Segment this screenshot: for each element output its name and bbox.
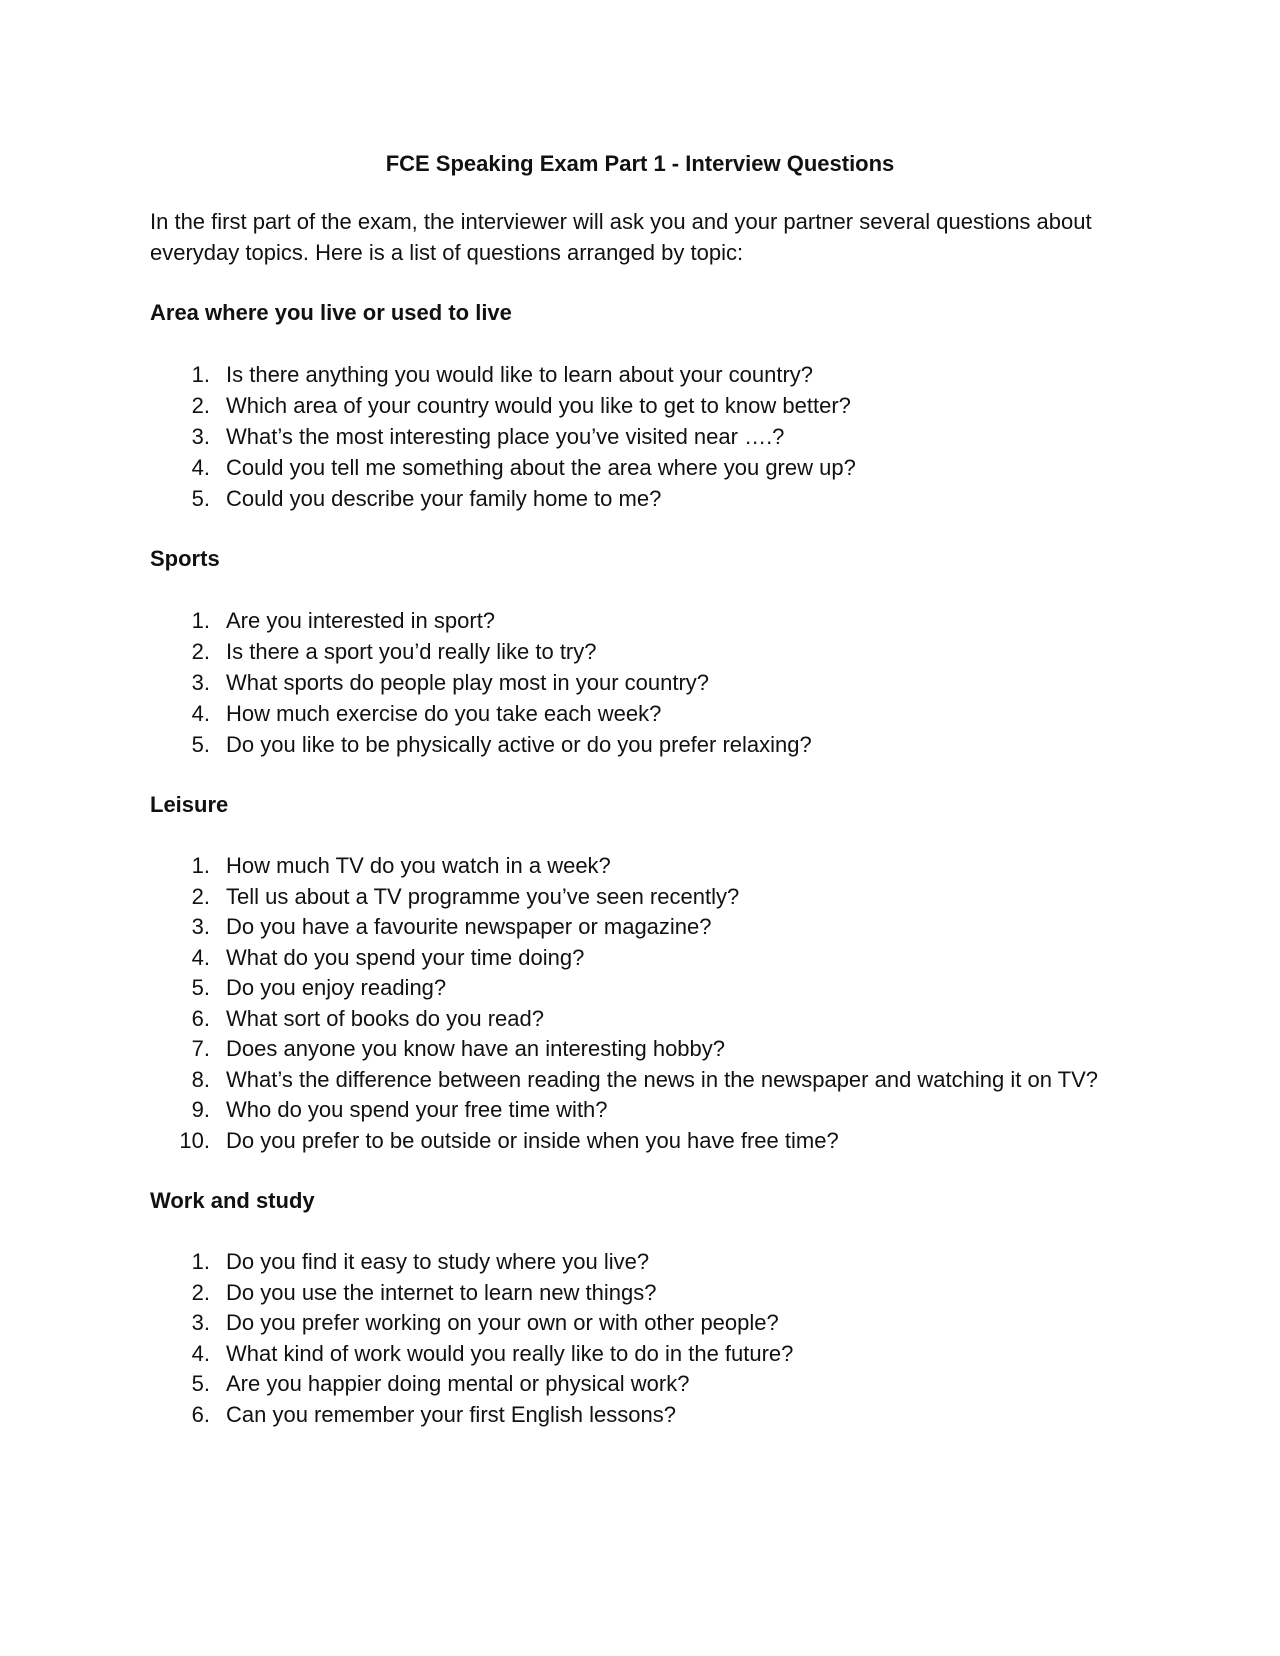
question-text: Is there anything you would like to learn about your country?	[226, 362, 814, 387]
question-text: How much exercise do you take each week?	[226, 701, 662, 726]
list-item	[150, 882, 1150, 913]
item-number: 1.	[191, 1249, 210, 1274]
section-work-study	[150, 1185, 1150, 1430]
question-text: Could you tell me something about the area where you grew up?	[226, 455, 856, 480]
item-number: 4.	[191, 944, 210, 970]
question-text: Who do you spend your free time with?	[226, 1097, 608, 1122]
list-item	[150, 1095, 1150, 1126]
list-item	[150, 667, 1150, 698]
item-number: 4.	[191, 701, 210, 726]
section-heading: Leisure	[150, 792, 229, 817]
item-number: 1.	[191, 362, 210, 387]
list-item	[150, 1247, 1150, 1278]
question-text: What’s the difference between reading the news in the newspaper and watching it on TV?	[226, 1066, 1099, 1092]
question-text: Do you find it easy to study where you live?	[226, 1249, 650, 1274]
question-text: Tell us about a TV programme you’ve seen recently?	[226, 883, 740, 909]
question-text: What sports do people play most in your country?	[226, 670, 710, 695]
list-item	[150, 698, 1150, 729]
item-number: 8.	[191, 1066, 210, 1092]
list-item	[150, 359, 1150, 390]
list-item	[150, 1126, 1150, 1157]
item-number: 2.	[191, 1279, 210, 1305]
item-number: 4.	[191, 1340, 210, 1366]
question-text: Do you prefer to be outside or inside when you have free time?	[226, 1127, 839, 1153]
item-number: 5.	[191, 486, 210, 511]
question-text: Are you interested in sport?	[226, 608, 496, 633]
question-list	[150, 851, 1150, 1156]
list-item	[150, 605, 1150, 636]
section-heading: Area where you live or used to live	[150, 300, 512, 325]
item-number: 6.	[191, 1401, 210, 1427]
item-number: 3.	[191, 914, 210, 939]
list-item	[150, 1004, 1150, 1035]
question-text: Are you happier doing mental or physical work?	[226, 1371, 690, 1396]
question-list	[150, 1247, 1150, 1430]
question-text: What sort of books do you read?	[226, 1005, 544, 1031]
list-item	[150, 1278, 1150, 1309]
list-item	[150, 636, 1150, 667]
item-number: 5.	[191, 975, 210, 1000]
item-number: 6.	[191, 1005, 210, 1031]
list-item	[150, 851, 1150, 882]
item-number: 7.	[191, 1036, 210, 1061]
list-item	[150, 483, 1150, 514]
question-text: Does anyone you know have an interesting hobby?	[226, 1036, 726, 1061]
list-item	[150, 1339, 1150, 1370]
item-number: 4.	[191, 455, 210, 480]
question-text: Do you prefer working on your own or with other people?	[226, 1310, 779, 1335]
item-number: 3.	[191, 670, 210, 695]
item-number: 10.	[179, 1127, 210, 1153]
list-item	[150, 973, 1150, 1004]
section-heading: Work and study	[150, 1188, 315, 1213]
question-text: How much TV do you watch in a week?	[226, 853, 611, 878]
question-list	[150, 359, 1150, 514]
item-number: 5.	[191, 732, 210, 757]
item-number: 1.	[191, 853, 210, 878]
question-text: Do you like to be physically active or do you prefer relaxing?	[226, 732, 812, 757]
item-number: 3.	[191, 424, 210, 449]
list-item	[150, 1308, 1150, 1339]
list-item	[150, 452, 1150, 483]
list-item	[150, 390, 1150, 421]
item-number: 2.	[191, 393, 210, 418]
question-text: Is there a sport you’d really like to try?	[226, 639, 597, 664]
question-text: Do you use the internet to learn new things?	[226, 1279, 657, 1305]
question-text: Can you remember your first English lessons?	[226, 1401, 676, 1427]
section-heading: Sports	[150, 546, 220, 571]
list-item	[150, 421, 1150, 452]
question-text: What do you spend your time doing?	[226, 944, 585, 970]
question-text: Do you have a favourite newspaper or magazine?	[226, 914, 712, 939]
question-text: What’s the most interesting place you’ve visited near ….?	[226, 424, 785, 449]
intro-paragraph: In the first part of the exam, the interviewer will ask you and your partner several questions about everyday topics. Here is a list of questions arranged by topic:	[150, 209, 1092, 265]
page-title: FCE Speaking Exam Part 1 - Interview Questions	[385, 151, 895, 176]
item-number: 5.	[191, 1371, 210, 1396]
list-item	[150, 1400, 1150, 1431]
list-item	[150, 1034, 1150, 1065]
document-page	[150, 148, 1150, 1459]
question-text: Could you describe your family home to me?	[226, 486, 662, 511]
item-number: 9.	[191, 1097, 210, 1122]
section-sports	[150, 543, 1150, 760]
list-item	[150, 943, 1150, 974]
question-text: What kind of work would you really like to do in the future?	[226, 1340, 794, 1366]
list-item	[150, 729, 1150, 760]
question-list	[150, 605, 1150, 760]
question-text: Which area of your country would you like to get to know better?	[226, 393, 851, 418]
section-leisure	[150, 789, 1150, 1156]
section-area	[150, 297, 1150, 514]
list-item	[150, 912, 1150, 943]
item-number: 2.	[191, 883, 210, 909]
list-item	[150, 1369, 1150, 1400]
list-item	[150, 1065, 1150, 1096]
item-number: 1.	[191, 608, 210, 633]
item-number: 3.	[191, 1310, 210, 1335]
item-number: 2.	[191, 639, 210, 664]
question-text: Do you enjoy reading?	[226, 975, 447, 1000]
